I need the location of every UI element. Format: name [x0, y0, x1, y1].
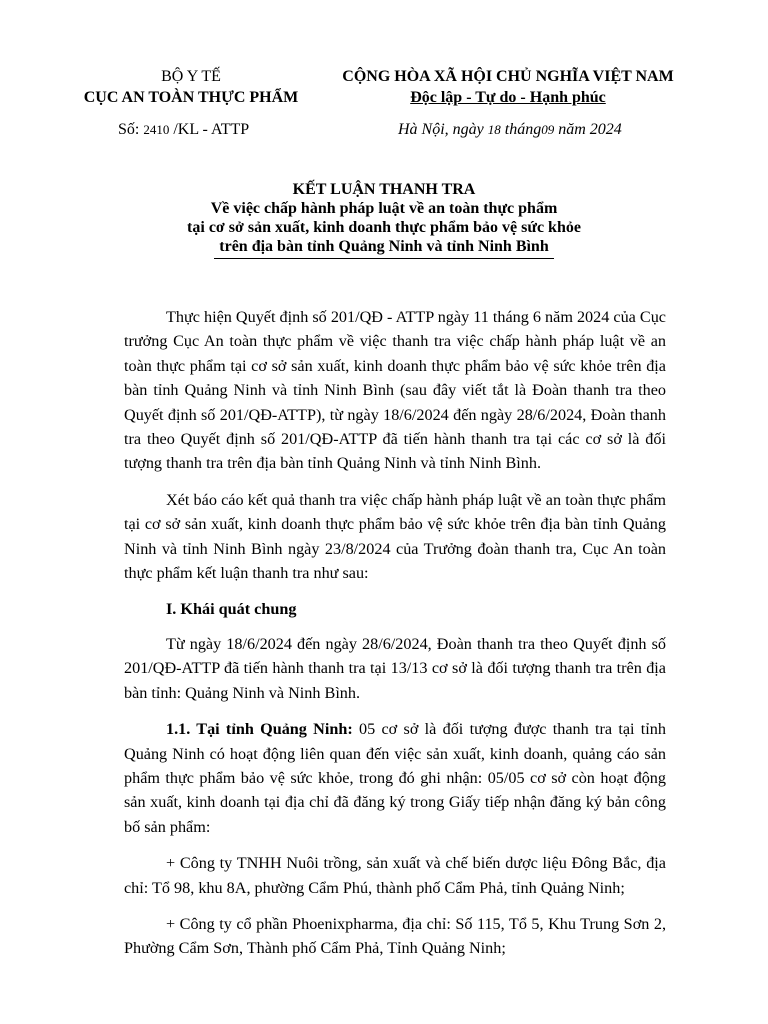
document-body: [124, 305, 666, 973]
motto-text: Độc lập - Tự do - Hạnh phúc: [410, 89, 606, 106]
date-month: 09: [541, 122, 555, 137]
list-item-2: + Công ty cổ phần Phoenixpharma, địa chỉ: Số 115, Tổ 5, Khu Trung Sơn 2, Phường Cẩm Sơn, Thành phố Cẩm Phả, Tỉnh Quảng Ninh;: [124, 914, 666, 958]
country-name: CỘNG HÒA XÃ HỘI CHỦ NGHĨA VIỆT NAM: [342, 68, 674, 85]
paragraph-2: Xét báo cáo kết quả thanh tra việc chấp hành pháp luật về an toàn thực phẩm tại cơ sở sản xuất, kinh doanh thực phẩm bảo vệ sức khỏe trên địa bàn tỉnh Quảng Ninh và tỉnh Ninh Bình ngày 23/8/2024 của Trưởng đoàn thanh tra, Cục An toàn thực phẩm kết luận thanh tra như sau:: [124, 490, 666, 583]
title-line-2: Về việc chấp hành pháp luật về an toàn thực phẩm: [210, 200, 558, 217]
date-prefix: Hà Nội, ngày: [398, 121, 484, 138]
date-month-label: tháng: [504, 121, 542, 138]
paragraph-4-text: 05 cơ sở là đối tượng được thanh tra tại tỉnh Quảng Ninh có hoạt động liên quan đến việc sản xuất, kinh doanh, quảng cáo sản phẩm thực phẩm bảo vệ sức khỏe, trong đó ghi nhận: 05/05 cơ sở còn hoạt động sản xuất, kinh doanh tại địa chỉ đã đăng ký trong Giấy tiếp nhận đăng ký bản công bố sản phẩm:: [124, 720, 666, 836]
title-line-3: tại cơ sở sản xuất, kinh doanh thực phẩm bảo vệ sức khỏe: [187, 219, 581, 236]
document-title: [120, 180, 648, 259]
date-day: 18: [487, 122, 501, 137]
title-line-4: trên địa bàn tỉnh Quảng Ninh và tỉnh Ninh Bình: [219, 238, 549, 255]
paragraph-4-lead: 1.1. Tại tỉnh Quảng Ninh:: [166, 720, 353, 739]
number-prefix: Số:: [118, 121, 140, 138]
ministry-name: BỘ Y TẾ: [161, 68, 221, 85]
number-value: 2410: [143, 122, 170, 137]
national-header: [330, 66, 686, 108]
title-underline: [214, 258, 554, 259]
paragraph-1: Thực hiện Quyết định số 201/QĐ - ATTP ngày 11 tháng 6 năm 2024 của Cục trưởng Cục An toàn thực phẩm về việc thanh tra việc chấp hành pháp luật về an toàn thực phẩm tại cơ sở sản xuất, kinh doanh thực phẩm bảo vệ sức khỏe trên địa bàn tỉnh Quảng Ninh và tỉnh Ninh Bình (sau đây viết tắt là Đoàn thanh tra theo Quyết định số 201/QĐ-ATTP), từ ngày 18/6/2024 đến ngày 28/6/2024, Đoàn thanh tra theo Quyết định số 201/QĐ-ATTP đã tiến hành thanh tra tại các cơ sở là đối tượng thanh tra trên địa bàn tỉnh Quảng Ninh và tỉnh Ninh Bình.: [124, 308, 666, 473]
number-suffix: /KL - ATTP: [173, 121, 250, 138]
document-number: [118, 121, 249, 139]
section-heading-1: I. Khái quát chung: [166, 600, 297, 619]
agency-header: [66, 66, 316, 108]
list-item-1: + Công ty TNHH Nuôi trồng, sản xuất và chế biến dược liệu Đông Bắc, địa chỉ: Tổ 98, khu 8A, phường Cẩm Phú, thành phố Cẩm Phả, tỉnh Quảng Ninh;: [124, 854, 666, 897]
national-motto: [330, 87, 686, 108]
agency-name: CỤC AN TOÀN THỰC PHẨM: [83, 89, 299, 106]
document-date: [398, 121, 622, 139]
paragraph-3: Từ ngày 18/6/2024 đến ngày 28/6/2024, Đoàn thanh tra theo Quyết định số 201/QĐ-ATTP đã tiến hành thanh tra tại 13/13 cơ sở là đối tượng thanh tra trên địa bàn tỉnh: Quảng Ninh và Ninh Bình.: [124, 634, 666, 702]
title-line-1: KẾT LUẬN THANH TRA: [292, 181, 476, 198]
date-year: năm 2024: [558, 121, 622, 138]
paragraph-4: [124, 717, 666, 839]
